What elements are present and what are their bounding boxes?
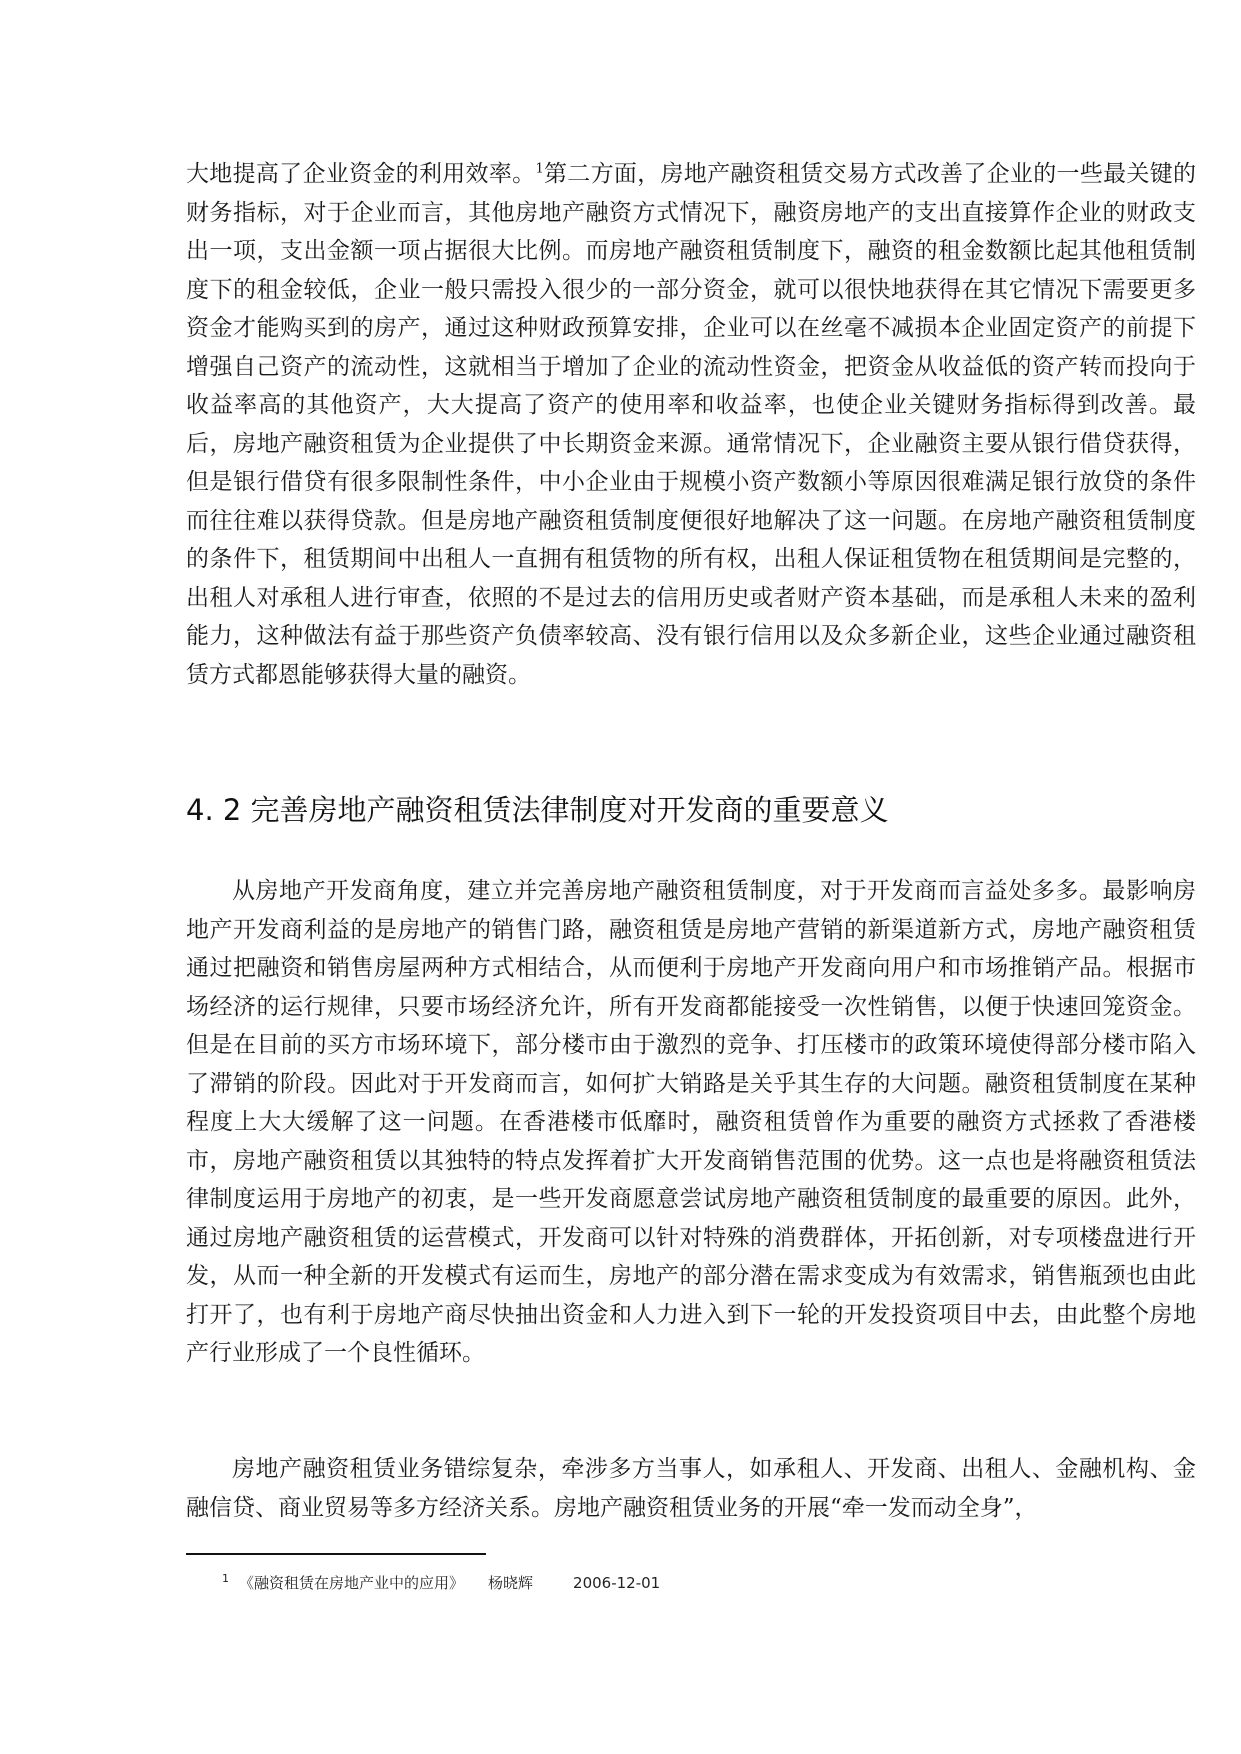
body-paragraph [186, 155, 1196, 694]
footnote-separator [186, 1553, 486, 1555]
paragraph-text: 第二方面，房地产融资租赁交易方式改善了企业的一些最关键的财务指标，对于企业而言，其他房地产融资方式情况下，融资房地产的支出直接算作企业的财政支出一项，支出金额一项占据很大比例。而房地产融资租赁制度下，融资的租金数额比起其他租赁制度下的租金较低，企业一般只需投入很少的一部分资金，就可以很快地获得在其它情况下需要更多资金才能购买到的房产，通过这种财政预算安排，企业可以在丝毫不减损本企业固定资产的前提下增强自己资产的流动性，这就相当于增加了企业的流动性资金，把资金从收益低的资产转而投向于收益率高的其他资产，大大提高了资产的使用率和收益率，也使企业关键财务指标得到改善。最后，房地产融资租赁为企业提供了中长期资金来源。通常情况下，企业融资主要从银行借贷获得，但是银行借贷有很多限制性条件，中小企业由于规模小资产数额小等原因很难满足银行放贷的条件而往往难以获得贷款。但是房地产融资租赁制度便很好地解决了这一问题。在房地产融资租赁制度的条件下，租赁期间中出租人一直拥有租赁物的所有权，出租人保证租赁物在租赁期间是完整的，出租人对承租人进行审查，依照的不是过去的信用历史或者财产资本基础，而是承租人未来的盈利能力，这种做法有益于那些资产负债率较高、没有银行信用以及众多新企业，这些企业通过融资租赁方式都恩能够获得大量的融资。 [186, 161, 1197, 688]
footnote-mark: 1 [222, 1572, 229, 1585]
section-heading: 4. 2 完善房地产融资租赁法律制度对开发商的重要意义 [186, 793, 889, 827]
footnote-author: 杨晓辉 [488, 1574, 534, 1592]
footnote-reference[interactable]: 1 [535, 161, 544, 177]
footnote-title: 《融资租赁在房地产业中的应用》 [239, 1574, 465, 1592]
body-paragraph: 房地产融资租赁业务错综复杂，牵涉多方当事人，如承租人、开发商、出租人、金融机构、金融信贷、商业贸易等多方经济关系。房地产融资租赁业务的开展“牵一发而动全身”， [186, 1456, 1196, 1521]
paragraph-text: 大地提高了企业资金的利用效率。 [186, 161, 536, 187]
body-paragraph: 从房地产开发商角度，建立并完善房地产融资租赁制度，对于开发商而言益处多多。最影响房地产开发商利益的是房地产的销售门路，融资租赁是房地产营销的新渠道新方式，房地产融资租赁通过把融资和销售房屋两种方式相结合，从而便利于房地产开发商向用户和市场推销产品。根据市场经济的运行规律，只要市场经济允许，所有开发商都能接受一次性销售，以便于快速回笼资金。但是在目前的买方市场环境下，部分楼市由于激烈的竞争、打压楼市的政策环境使得部分楼市陷入了滞销的阶段。因此对于开发商而言，如何扩大销路是关乎其生存的大问题。融资租赁制度在某种程度上大大缓解了这一问题。在香港楼市低靡时，融资租赁曾作为重要的融资方式拯救了香港楼市，房地产融资租赁以其独特的特点发挥着扩大开发商销售范围的优势。这一点也是将融资租赁法律制度运用于房地产的初衷，是一些开发商愿意尝试房地产融资租赁制度的最重要的原因。此外，通过房地产融资租赁的运营模式，开发商可以针对特殊的消费群体，开拓创新，对专项楼盘进行开发，从而一种全新的开发模式有运而生，房地产的部分潜在需求变成为有效需求，销售瓶颈也由此打开了，也有利于房地产商尽快抽出资金和人力进入到下一轮的开发投资项目中去，由此整个房地产行业形成了一个良性循环。 [186, 878, 1196, 1366]
footnote [222, 1572, 660, 1594]
footnote-date: 2006-12-01 [573, 1574, 661, 1592]
